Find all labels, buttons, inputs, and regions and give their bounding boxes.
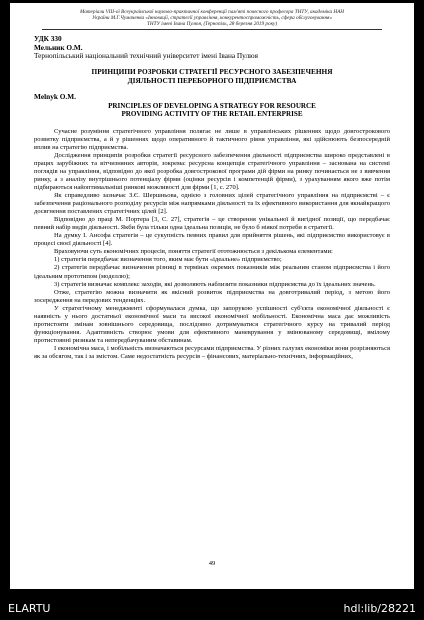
title-line: ПРИНЦИПИ РОЗРОБКИ СТРАТЕГІЇ РЕСУРСНОГО ЗАБЕЗПЕЧЕННЯ bbox=[91, 67, 333, 77]
paragraph: Як справедливо зазначає З.Є. Шершньова, однією з головних цілей стратегічного управління на підприємстві – є забезпечення раціонального розподілу ресурсів між напрямками діяльності та їх ефективного використання для якнайкращого досягнення поставлених стратегічних цілей [2]. bbox=[34, 192, 390, 216]
title-line: ДІЯЛЬНОСТІ ПЕРЕБОРНОГО ПІДПРИЄМСТВА bbox=[127, 75, 297, 85]
paragraph: Отже, стратегію можна визначити як якісний розвиток підприємства на довготривалий період, з метою його зосередження на передових тенденціях. bbox=[34, 288, 390, 304]
document-page bbox=[10, 3, 414, 589]
udk-code: УДК 330 bbox=[34, 34, 62, 44]
header-line: Матеріали VIII-ої Всеукраїнської науково-практичної конференції пам'яті почесного професора ТНТУ, академіка НАН bbox=[79, 9, 345, 15]
header-line: України М.Г.Чумаченка «Інновації, стратегії управління, конкурентоспроможність, сфера обслуговування» bbox=[91, 15, 333, 22]
paragraph: Дослідження принципів розробки стратегії ресурсного забезпечення діяльності підприємства широко представлені в працях зарубіжних та вітчизняних авторів, зокрема: ресурсна концепція стратегічного управління – заснована на системі поглядів на управління, відповідно до якої розробка довгострокової програми дій фірми на ринку починається не з вивчення ринку, а з аналізу внутрішнього потенціалу фірми (оцінки ресурсів і компетенцій фірми), з урахуванням якого вже потім підбираються найоптимальніші ринкові можливості для фірми [1, с. 270]. bbox=[34, 151, 390, 191]
paper-title-en bbox=[34, 102, 390, 119]
title-en-line: PROVIDING ACTIVITY OF THE RETAIL ENTERPRISE bbox=[121, 110, 303, 119]
list-item: 3) стратегія визначає комплекс заходів, які дозволяють наблизити показники підприємства до їх ідеальних значень. bbox=[54, 280, 376, 288]
affiliation: Тернопільський національний технічний університет імені Івана Пулюя bbox=[34, 51, 258, 61]
handle-identifier: hdl:lib/28221 bbox=[343, 602, 416, 615]
author-name-en: Melnyk O.M. bbox=[34, 92, 76, 102]
paper-title bbox=[34, 68, 390, 85]
title-en-line: PRINCIPLES OF DEVELOPING A STRATEGY FOR RESOURCE bbox=[108, 101, 316, 110]
list-item: 1) стратегія передбачає визначення того, яким має бути «ідеальне» підприємство; bbox=[54, 256, 282, 264]
paragraph: Враховуючи суть економічних процесів, поняття стратегії ототожнюється з декількома елементами: bbox=[54, 248, 333, 256]
paragraph: Сучасне розуміння стратегічного управління полягає не лише в управлінських рішеннях щодо довгострокового розвитку підприємства, а й у рішеннях щодо оперативного й тактичного рівня управління, які здійснюють безпосередній вплив на стратегію підприємства. bbox=[34, 127, 390, 151]
page-number: 49 bbox=[208, 560, 216, 567]
repository-name: ELARTU bbox=[8, 602, 51, 615]
conference-header bbox=[42, 9, 382, 30]
paragraph: На думку І. Ансофа стратегія – це сукупність певних правил для прийняття рішень, які підприємство використовує в процесі своєї діяльності [4]. bbox=[34, 232, 390, 248]
header-line: ТНТУ імені Івана Пулюя, (Тернопіль, 28 березня 2019 року) bbox=[146, 21, 278, 28]
list-item: 2) стратегія передбачає визначення різниці в термінах окремих показників між реальним станом підприємства і його ідеальним прототипом (моделлю); bbox=[34, 264, 390, 280]
repository-footer bbox=[0, 589, 424, 620]
author-name: Мельник О.М. bbox=[34, 42, 83, 52]
paragraph: Відповідно до праці М. Портера [3, С. 27], стратегія – це створення унікальної й вигідної позиції, що передбачає певний набір видів діяльності. Якби була тільки одна ідеальна позиція, не було б ніякої потреби в стратегії. bbox=[34, 216, 390, 232]
paragraph: У стратегічному менеджменті сформувалася думка, що запорукою успішності суб'єкта економічної діяльності є наявність у нього достатньої економічної маси та високої економічної мобільності. Економічна маса дає можливість протистояти змінам зовнішнього середовища, послідовно дотримуватися стратегічного курсу на тривалий період функціонування. Адаптивність створює умови для ефективного маневрування у змінюваному середовищі, вмілому протистоянні ризикам та непередбачуваним обставинам. bbox=[34, 304, 390, 344]
paragraph: І економічна маса, і мобільність визначаються ресурсами підприємства. У різних галузях економіки вони розрізняються як за обсягом, так і за змістом. Саме недостатність ресурсів – фінансових, матеріально-технічних, інформаційних, bbox=[34, 344, 390, 360]
body-text bbox=[34, 128, 390, 361]
